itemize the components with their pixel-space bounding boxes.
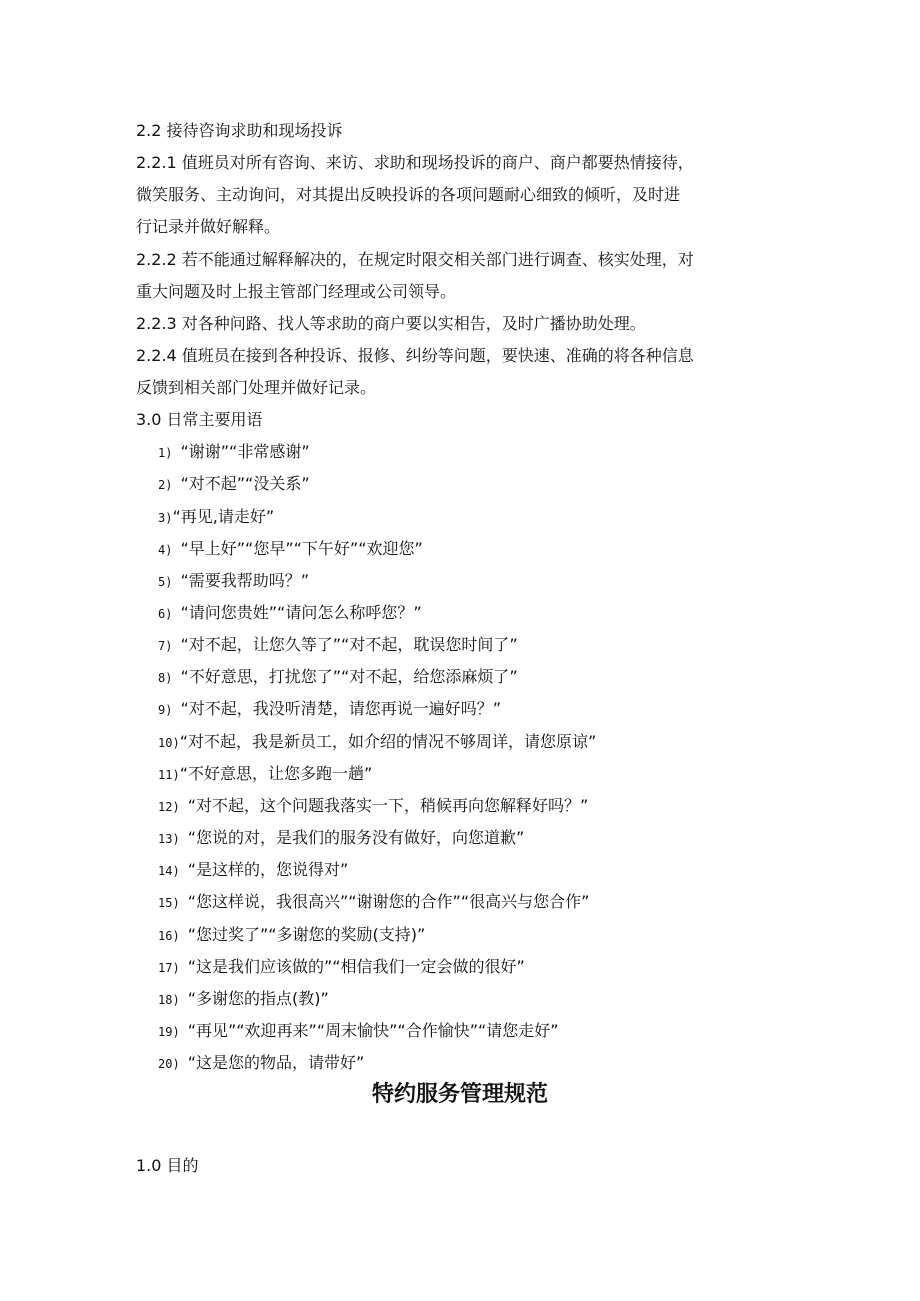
list-item: 7) “对不起，让您久等了”“对不起，耽误您时间了” bbox=[158, 635, 518, 654]
list-item: 11)“不好意思，让您多跑一趟” bbox=[158, 764, 373, 783]
list-item: 15) “您这样说，我很高兴”“谢谢您的合作”“很高兴与您合作” bbox=[158, 892, 590, 911]
list-item: 12) “对不起，这个问题我落实一下，稍候再向您解释好吗？” bbox=[158, 796, 589, 815]
document-title: 特约服务管理规范 bbox=[371, 1082, 548, 1107]
list-item: 18) “多谢您的指点(教)” bbox=[158, 989, 329, 1008]
list-item: 6) “请问您贵姓”“请问怎么称呼您？” bbox=[158, 603, 422, 622]
list-item: 2) “对不起”“没关系” bbox=[158, 474, 310, 493]
list-item: 20) “这是您的物品，请带好” bbox=[158, 1053, 365, 1072]
list-item: 5) “需要我帮助吗？” bbox=[158, 571, 310, 590]
paragraph-2-2-4-line-1: 2.2.4 值班员在接到各种投诉、报修、纠纷等问题，要快速、准确的将各种信息 bbox=[136, 346, 694, 365]
list-item: 1) “谢谢”“非常感谢” bbox=[158, 442, 310, 461]
list-item: 10)“对不起，我是新员工，如介绍的情况不够周详，请您原谅” bbox=[158, 732, 597, 751]
section-1-0-heading: 1.0 目的 bbox=[136, 1156, 199, 1175]
list-item: 17) “这是我们应该做的”“相信我们一定会做的很好” bbox=[158, 957, 525, 976]
section-2-2-heading: 2.2 接待咨询求助和现场投诉 bbox=[136, 121, 343, 140]
list-item: 9) “对不起，我没听清楚，请您再说一遍好吗？” bbox=[158, 699, 502, 718]
paragraph-2-2-1-line-1: 2.2.1 值班员对所有咨询、来访、求助和现场投诉的商户、商户都要热情接待， bbox=[136, 153, 694, 172]
list-item: 19) “再见”“欢迎再来”“周末愉快”“合作愉快”“请您走好” bbox=[158, 1021, 559, 1040]
paragraph-2-2-3-line-1: 2.2.3 对各种问路、找人等求助的商户要以实相告，及时广播协助处理。 bbox=[136, 314, 646, 333]
paragraph-2-2-1-line-2: 微笑服务、主动询问，对其提出反映投诉的各项问题耐心细致的倾听，及时进 bbox=[136, 185, 681, 204]
list-item: 14) “是这样的，您说得对” bbox=[158, 860, 349, 879]
paragraph-2-2-2-line-1: 2.2.2 若不能通过解释解决的，在规定时限交相关部门进行调查、核实处理，对 bbox=[136, 250, 694, 269]
list-item: 3)“再见,请走好” bbox=[158, 507, 275, 526]
paragraph-2-2-4-line-2: 反馈到相关部门处理并做好记录。 bbox=[136, 378, 377, 397]
list-item: 4) “早上好”“您早”“下午好”“欢迎您” bbox=[158, 539, 423, 558]
section-3-0-heading: 3.0 日常主要用语 bbox=[136, 410, 263, 429]
paragraph-2-2-1-line-3: 行记录并做好解释。 bbox=[136, 217, 281, 236]
list-item: 8) “不好意思，打扰您了”“对不起，给您添麻烦了” bbox=[158, 667, 518, 686]
list-item: 13) “您说的对，是我们的服务没有做好，向您道歉” bbox=[158, 828, 525, 847]
list-item: 16) “您过奖了”“多谢您的奖励(支持)” bbox=[158, 925, 426, 944]
paragraph-2-2-2-line-2: 重大问题及时上报主管部门经理或公司领导。 bbox=[136, 282, 457, 301]
